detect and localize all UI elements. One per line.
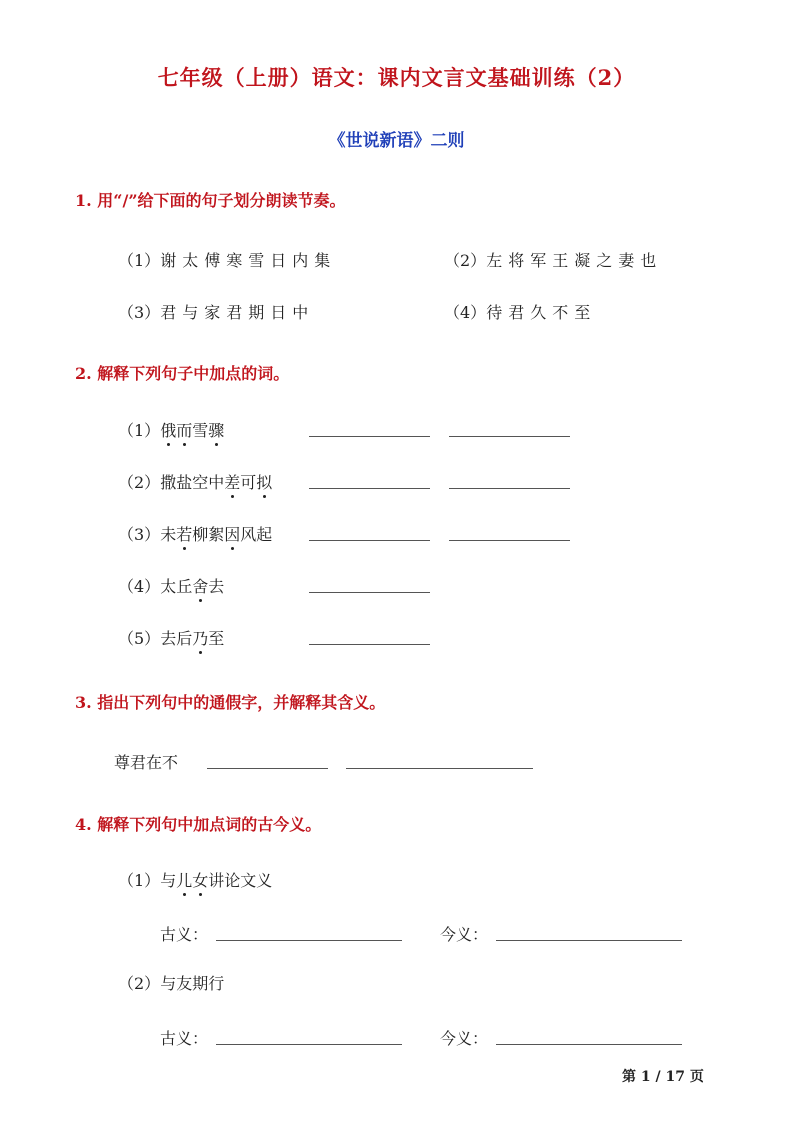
- plain-text: 撒盐空中: [160, 473, 225, 492]
- page-subtitle: 《世说新语》二则: [328, 131, 465, 151]
- answer-blank[interactable]: [449, 488, 570, 489]
- dotted-word: 乃: [192, 626, 208, 649]
- answer-blank[interactable]: [309, 592, 430, 593]
- plain-text: 太丘: [160, 577, 193, 596]
- dotted-word: 儿: [176, 868, 192, 891]
- q3-sentence: 尊君在不: [114, 753, 179, 772]
- q2-item-2: [118, 470, 272, 493]
- answer-blank[interactable]: [207, 768, 328, 769]
- plain-text: 与: [160, 871, 177, 890]
- q4-item-2-modern-label: 今义：: [440, 1029, 489, 1048]
- answer-blank[interactable]: [309, 436, 430, 437]
- question-3-heading: 3. 指出下列句中的通假字，并解释其含义。: [75, 693, 386, 712]
- answer-blank[interactable]: [496, 940, 682, 941]
- plain-text: 去: [208, 577, 225, 596]
- plain-text: 风起: [240, 525, 273, 544]
- plain-text: 与友期行: [160, 974, 225, 993]
- q2-item-2-num: （2）: [118, 473, 161, 492]
- plain-text: 讲论文义: [208, 871, 273, 890]
- q4-item-1-num: （1）: [118, 871, 161, 890]
- q2-item-5: [118, 626, 224, 649]
- page-title: 七年级（上册）语文：课内文言文基础训练（2）: [157, 65, 636, 90]
- q2-item-4: [118, 574, 224, 597]
- plain-text: 雪: [192, 421, 209, 440]
- plain-text: 柳絮: [192, 525, 225, 544]
- dotted-word: 女: [192, 868, 208, 891]
- dotted-word: 骤: [208, 418, 224, 441]
- page-number: 第 1 / 17 页: [622, 1069, 704, 1085]
- q1-item-2-text: 左将军王凝之妻也: [486, 251, 663, 270]
- answer-blank[interactable]: [309, 488, 430, 489]
- answer-blank[interactable]: [309, 540, 430, 541]
- q1-item-1-text: 谢太傅寒雪日内集: [160, 251, 337, 270]
- answer-blank[interactable]: [449, 540, 570, 541]
- q2-item-3-num: （3）: [118, 525, 161, 544]
- answer-blank[interactable]: [496, 1044, 682, 1045]
- q1-item-3-num: （3）: [118, 303, 161, 322]
- q1-item-4-text: 待君久不至: [486, 303, 597, 322]
- question-4-heading: 4. 解释下列句中加点词的古今义。: [75, 815, 322, 834]
- question-2-heading: 2. 解释下列句子中加点的词。: [75, 364, 290, 383]
- q4-item-1: [118, 868, 272, 891]
- q4-item-2-ancient-label: 古义：: [160, 1029, 209, 1048]
- q1-item-4-num: （4）: [444, 303, 487, 322]
- plain-text: 至: [208, 629, 225, 648]
- q2-item-1-num: （1）: [118, 421, 161, 440]
- q4-item-2: [118, 971, 224, 994]
- q1-item-4: [444, 300, 596, 323]
- q1-item-1-num: （1）: [118, 251, 161, 270]
- q4-item-1-modern-label: 今义：: [440, 925, 489, 944]
- dotted-word: 俄: [160, 418, 176, 441]
- plain-text: 未: [160, 525, 177, 544]
- q4-item-2-num: （2）: [118, 974, 161, 993]
- q2-item-1: [118, 418, 224, 441]
- q1-item-2: [444, 248, 662, 271]
- dotted-word: 若: [176, 522, 192, 545]
- answer-blank[interactable]: [449, 436, 570, 437]
- answer-blank[interactable]: [309, 644, 430, 645]
- answer-blank[interactable]: [216, 940, 402, 941]
- dotted-word: 因: [224, 522, 240, 545]
- q2-item-4-num: （4）: [118, 577, 161, 596]
- q1-item-3: [118, 300, 314, 323]
- q4-item-1-ancient-label: 古义：: [160, 925, 209, 944]
- dotted-word: 舍: [192, 574, 208, 597]
- q1-item-1: [118, 248, 336, 271]
- q2-item-5-num: （5）: [118, 629, 161, 648]
- answer-blank[interactable]: [216, 1044, 402, 1045]
- dotted-word: 差: [224, 470, 240, 493]
- dotted-word: 拟: [256, 470, 272, 493]
- q2-item-3: [118, 522, 272, 545]
- q1-item-3-text: 君与家君期日中: [160, 303, 315, 322]
- answer-blank[interactable]: [346, 768, 533, 769]
- dotted-word: 而: [176, 418, 192, 441]
- q1-item-2-num: （2）: [444, 251, 487, 270]
- question-1-heading: 1. 用“/”给下面的句子划分朗读节奏。: [75, 191, 346, 210]
- plain-text: 去后: [160, 629, 193, 648]
- plain-text: 可: [240, 473, 257, 492]
